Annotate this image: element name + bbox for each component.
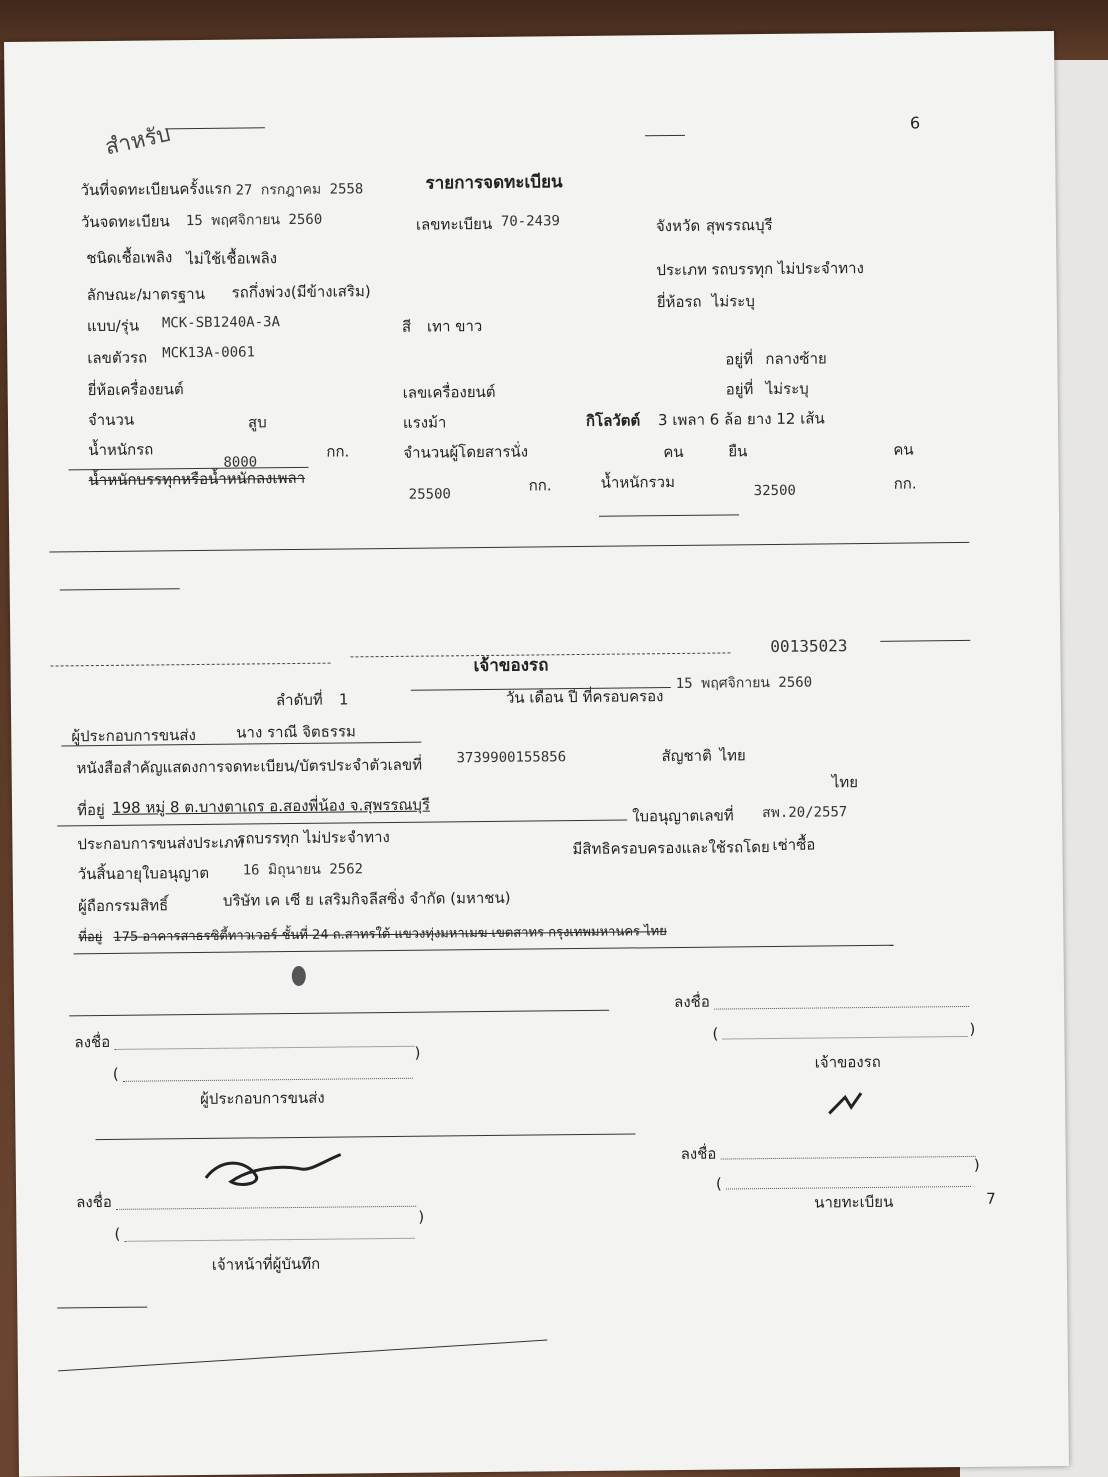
brand-label: ยี่ห้อรถ [656, 292, 702, 312]
operator-caption: ผู้ประกอบการขนส่ง [199, 1088, 325, 1109]
fuel-label: ชนิดเชื้อเพลิง [86, 248, 173, 268]
type-label: ประเภท [656, 260, 708, 280]
operator-label: ผู้ประกอบการขนส่ง [71, 726, 196, 746]
operator-sign-label: ลงชื่อ [74, 1032, 111, 1052]
divider [599, 514, 739, 516]
holder-label: ผู้ถือกรรมสิทธิ์ [77, 896, 169, 916]
registrar-sign-label: ลงชื่อ [680, 1144, 717, 1163]
signature-line [116, 1206, 416, 1210]
engine-location-label: อยู่ที่ [725, 380, 754, 399]
weight-unit: กก. [326, 442, 350, 461]
chassis-number: MCK13A-0061 [162, 344, 256, 362]
load-label: น้ำหนักบรรทุกหรือน้ำหนักลงเพลา [88, 468, 306, 490]
id-number: 3739900155856 [456, 749, 567, 767]
holder-address-label: ที่อยู่ [78, 930, 103, 946]
horsepower-label: แรงม้า [402, 413, 447, 432]
recorder-caption: เจ้าหน้าที่ผู้บันทึก [211, 1254, 321, 1274]
address-label: ที่อยู่ [76, 800, 105, 820]
registration-document [4, 31, 1069, 1477]
paren-open: ( [715, 1174, 722, 1193]
recorder-sign-label: ลงชื่อ [76, 1192, 112, 1212]
paren-open: ( [712, 1024, 719, 1043]
vehicle-model: MCK-SB1240A-3A [161, 314, 281, 332]
paren-close: ) [414, 1043, 421, 1062]
name-line [123, 1078, 413, 1082]
registrar-signature [825, 1089, 865, 1119]
possession-date: 15 พฤศจิกายน 2560 [675, 674, 813, 693]
document-title: รายการจดทะเบียน [425, 172, 563, 194]
underline [57, 820, 627, 827]
signature-line [714, 1006, 969, 1010]
reg-date-label: วันจดทะเบียน [80, 212, 170, 232]
recorder-signature [201, 1146, 351, 1196]
total-unit: กก. [893, 474, 917, 493]
nationality-label: สัญชาติ [661, 746, 712, 766]
vehicle-type: รถบรรทุก ไม่ประจำทาง [711, 259, 864, 279]
transport-type-label: ประกอบการขนส่งประเภท [77, 833, 244, 854]
nationality: ไทย [719, 746, 746, 765]
top-stamp: สำหรับ [103, 121, 173, 161]
owner-section-title: เจ้าของรถ [473, 655, 549, 677]
kilowatt-label: กิโลวัตต์ [585, 411, 641, 430]
holder-address: 175 อาคารสาธรซิตี้ทาวเวอร์ ชั้นที่ 24 ถ.สาทรใต้ แขวงทุ่งมหาเมฆ เขตสาทร กรุงเทพมหานคร ไทย [113, 924, 667, 945]
style-label: ลักษณะ/มาตรฐาน [86, 284, 205, 305]
section-separator [49, 542, 969, 553]
plate-number: 70-2439 [500, 213, 561, 230]
axle-wheel-info: 3 เพลา 6 ล้อ ยาง 12 เส้น [657, 409, 825, 430]
load-unit: กก. [528, 476, 552, 495]
right-type: เช่าซื้อ [772, 835, 816, 854]
engine-number-label: เลขเครื่องยนต์ [402, 382, 496, 402]
cylinder-label: สูบ [247, 413, 267, 432]
divider [645, 135, 685, 136]
plate-label: เลขทะเบียน [415, 214, 493, 234]
divider [57, 1307, 147, 1309]
chassis-label: เลขตัวรถ [87, 348, 148, 368]
vehicle-color: เทา ขาว [426, 317, 483, 336]
signature-line [115, 1046, 415, 1050]
paren-close: ) [418, 1207, 425, 1226]
name-line [125, 1238, 415, 1242]
standing-unit: คน [893, 440, 914, 459]
divider [880, 640, 970, 642]
load-weight: 25500 [408, 486, 452, 503]
passengers-label: จำนวนผู้โดยสารนั่ง [403, 442, 529, 462]
license-label: ใบอนุญาตเลขที่ [632, 806, 734, 826]
operator-address: 198 หมู่ 8 ต.บางตาเถร อ.สองพี่น้อง จ.สุพรรณบุรี [111, 795, 431, 817]
vehicle-weight: 8000 [223, 454, 258, 471]
first-reg-label: วันที่จดทะเบียนครั้งแรก [80, 179, 232, 200]
owner-caption: เจ้าของรถ [814, 1052, 881, 1072]
divider [60, 588, 180, 590]
chassis-location: กลางซ้าย [765, 349, 827, 369]
document-serial: 00135023 [770, 636, 848, 657]
passenger-unit: คน [663, 442, 684, 462]
operator-name: นาง ราณี จิตธรรม [236, 722, 356, 742]
engine-brand-label: ยี่ห้อเครื่องยนต์ [87, 380, 184, 400]
underline [74, 945, 894, 955]
page-number: 6 [909, 113, 921, 133]
total-weight-label: น้ำหนักรวม [600, 472, 676, 492]
dashed-separator [51, 663, 331, 667]
registrar-caption: นายทะเบียน [814, 1192, 894, 1212]
model-label: แบบ/รุ่น [86, 316, 140, 336]
province: สุพรรณบุรี [705, 215, 773, 235]
possession-label: วัน เดือน ปี ที่ครอบครอง [505, 687, 664, 707]
name-line [722, 1036, 967, 1040]
owner-sign-label: ลงชื่อ [673, 992, 710, 1012]
order-number: 1 [338, 690, 349, 709]
license-expiry: 16 มิถุนายน 2562 [242, 861, 364, 879]
vehicle-style: รถกึ่งพ่วง(มีข้างเสริม) [231, 282, 371, 302]
total-weight: 32500 [753, 482, 796, 500]
first-reg-date: 27 กรกฎาคม 2558 [235, 181, 364, 199]
name-line [726, 1186, 971, 1190]
standing-label: ยืน [728, 442, 748, 461]
paren-close: ) [969, 1019, 976, 1038]
weight-label: น้ำหนักรถ [88, 440, 154, 460]
right-label: มีสิทธิครอบครองและใช้รถโดย [572, 838, 770, 859]
color-label: สี [401, 317, 412, 336]
paren-close: ) [973, 1155, 980, 1174]
paren-open: ( [114, 1224, 121, 1243]
divider [95, 1133, 635, 1140]
fly-speck [284, 961, 314, 991]
reg-date: 15 พฤศจิกายน 2560 [185, 211, 323, 230]
vehicle-brand: ไม่ระบุ [711, 292, 755, 311]
signature-line [721, 1156, 976, 1160]
order-label: ลำดับที่ [275, 690, 323, 710]
divider [165, 127, 265, 129]
license-number: สพ.20/2557 [762, 804, 848, 822]
corner-mark: 7 [986, 1189, 996, 1208]
chassis-location-label: อยู่ที่ [725, 350, 754, 369]
transport-type: รถบรรทุก ไม่ประจำทาง [237, 828, 390, 848]
nationality-secondary: ไทย [831, 773, 859, 792]
title-holder: บริษัท เค เซี ย เสริมกิจลีสซิ่ง จำกัด (มหาชน) [222, 888, 511, 910]
count-label: จำนวน [87, 410, 135, 430]
fuel: ไม่ใช้เชื้อเพลิง [186, 249, 278, 269]
paren-open: ( [112, 1064, 119, 1083]
province-label: จังหวัด [655, 216, 701, 236]
expiry-label: วันสิ้นอายุใบอนุญาต [77, 863, 210, 884]
divider [58, 1340, 547, 1372]
id-label: หนังสือสำคัญแสดงการจดทะเบียน/บัตรประจำตัวเลขที่ [76, 755, 423, 778]
engine-location: ไม่ระบุ [765, 379, 809, 399]
divider [69, 1010, 609, 1017]
